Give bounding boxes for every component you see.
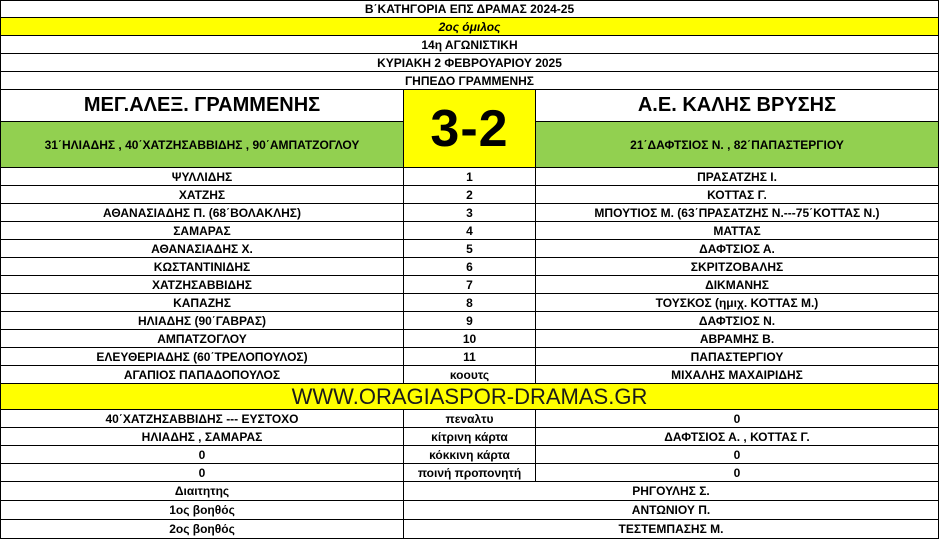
away-player: ΣΚΡΙΤΖΟΒΑΛΗΣ bbox=[536, 258, 939, 276]
away-stat: 0 bbox=[536, 410, 939, 428]
shirt-number: 5 bbox=[404, 240, 536, 258]
away-stat: 0 bbox=[536, 464, 939, 482]
away-player: ΠΑΠΑΣΤΕΡΓΙΟΥ bbox=[536, 348, 939, 366]
stadium-row bbox=[0, 72, 939, 90]
home-player: ΚΑΠΑΖΗΣ bbox=[0, 294, 404, 312]
lineup-row bbox=[0, 168, 939, 186]
official-row bbox=[0, 482, 939, 501]
shirt-number: 1 bbox=[404, 168, 536, 186]
shirt-number: 9 bbox=[404, 312, 536, 330]
shirt-number: 7 bbox=[404, 276, 536, 294]
away-player: ΜΠΟΥΤΙΟΣ Μ. (63΄ΠΡΑΣΑΤΖΗΣ Ν.---75΄ΚΟΤΤΑΣ Ν.) bbox=[536, 204, 939, 222]
score-block bbox=[0, 90, 939, 168]
away-player: ΑΒΡΑΜΗΣ Β. bbox=[536, 330, 939, 348]
stat-label: κόκκινη κάρτα bbox=[404, 446, 536, 464]
final-score: 3-2 bbox=[404, 90, 536, 168]
home-player: ΑΘΑΝΑΣΙΑΔΗΣ Χ. bbox=[0, 240, 404, 258]
official-name: ΑΝΤΩΝΙΟΥ Π. bbox=[404, 501, 939, 520]
away-stat: ΔΑΦΤΣΙΟΣ Α. , ΚΟΤΤΑΣ Γ. bbox=[536, 428, 939, 446]
away-player: ΜΑΤΤΑΣ bbox=[536, 222, 939, 240]
stats-row bbox=[0, 410, 939, 428]
stadium-label: ΓΗΠΕΔΟ ΓΡΑΜΜΕΝΗΣ bbox=[0, 72, 939, 90]
home-player: ΧΑΤΖΗΣΑΒΒΙΔΗΣ bbox=[0, 276, 404, 294]
official-role: Διαιτητης bbox=[0, 482, 404, 501]
away-player: ΜΙΧΑΛΗΣ ΜΑΧΑΙΡΙΔΗΣ bbox=[536, 366, 939, 384]
lineup-row bbox=[0, 258, 939, 276]
lineup-row bbox=[0, 222, 939, 240]
lineup-row bbox=[0, 312, 939, 330]
home-player: ΨΥΛΛΙΔΗΣ bbox=[0, 168, 404, 186]
shirt-number: 11 bbox=[404, 348, 536, 366]
home-scorers: 31΄ΗΛΙΑΔΗΣ , 40΄ΧΑΤΖΗΣΑΒΒΙΔΗΣ , 90΄ΑΜΠΑΤΖΟΓΛΟΥ bbox=[1, 122, 404, 168]
home-stat: 0 bbox=[0, 446, 404, 464]
official-role: 2ος βοηθός bbox=[0, 520, 404, 539]
away-player: ΚΟΤΤΑΣ Γ. bbox=[536, 186, 939, 204]
away-stat: 0 bbox=[536, 446, 939, 464]
website-link[interactable]: WWW.ORAGIASPOR-DRAMAS.GR bbox=[0, 384, 939, 410]
home-player: ΑΓΑΠΙΟΣ ΠΑΠΑΔΟΠΟΥΛΟΣ bbox=[0, 366, 404, 384]
home-stat: 40΄ΧΑΤΖΗΣΑΒΒΙΔΗΣ --- ΕΥΣΤΟΧΟ bbox=[0, 410, 404, 428]
home-player: ΧΑΤΖΗΣ bbox=[0, 186, 404, 204]
date-row bbox=[0, 54, 939, 72]
stats-row bbox=[0, 446, 939, 464]
title-row bbox=[0, 0, 939, 18]
lineup-row bbox=[0, 240, 939, 258]
lineup-row bbox=[0, 276, 939, 294]
lineup-row bbox=[0, 204, 939, 222]
match-date: ΚΥΡΙΑΚΗ 2 ΦΕΒΡΟΥΑΡΙΟΥ 2025 bbox=[0, 54, 939, 72]
shirt-number: κοουτς bbox=[404, 366, 536, 384]
matchday-row bbox=[0, 36, 939, 54]
home-player: ΚΩΣΤΑΝΤΙΝΙΔΗΣ bbox=[0, 258, 404, 276]
official-role: 1ος βοηθός bbox=[0, 501, 404, 520]
group-label: 2ος όμιλος bbox=[0, 18, 939, 36]
away-team-name: Α.Ε. ΚΑΛΗΣ ΒΡΥΣΗΣ bbox=[536, 90, 939, 122]
home-stat: 0 bbox=[0, 464, 404, 482]
home-player: ΣΑΜΑΡΑΣ bbox=[0, 222, 404, 240]
website-row bbox=[0, 384, 939, 410]
group-row bbox=[0, 18, 939, 36]
away-team-block bbox=[536, 90, 939, 168]
shirt-number: 6 bbox=[404, 258, 536, 276]
shirt-number: 10 bbox=[404, 330, 536, 348]
stats-row bbox=[0, 428, 939, 446]
lineup-row bbox=[0, 330, 939, 348]
official-row bbox=[0, 501, 939, 520]
home-player: ΑΘΑΝΑΣΙΑΔΗΣ Π. (68΄ΒΟΛΑΚΛΗΣ) bbox=[0, 204, 404, 222]
home-player: ΑΜΠΑΤΖΟΓΛΟΥ bbox=[0, 330, 404, 348]
official-name: ΤΕΣΤΕΜΠΑΣΗΣ Μ. bbox=[404, 520, 939, 539]
official-row bbox=[0, 520, 939, 539]
shirt-number: 4 bbox=[404, 222, 536, 240]
lineup-row bbox=[0, 294, 939, 312]
home-team-name: ΜΕΓ.ΑΛΕΞ. ΓΡΑΜΜΕΝΗΣ bbox=[1, 90, 404, 122]
stats-row bbox=[0, 464, 939, 482]
shirt-number: 3 bbox=[404, 204, 536, 222]
official-name: ΡΗΓΟΥΛΗΣ Σ. bbox=[404, 482, 939, 501]
away-scorers: 21΄ΔΑΦΤΣΙΟΣ Ν. , 82΄ΠΑΠΑΣΤΕΡΓΙΟΥ bbox=[536, 122, 939, 168]
away-player: ΔΙΚΜΑΝΗΣ bbox=[536, 276, 939, 294]
away-player: ΔΑΦΤΣΙΟΣ Α. bbox=[536, 240, 939, 258]
lineup-row bbox=[0, 348, 939, 366]
away-player: ΤΟΥΣΚΟΣ (ημιχ. ΚΟΤΤΑΣ Μ.) bbox=[536, 294, 939, 312]
home-player: ΕΛΕΥΘΕΡΙΑΔΗΣ (60΄ΤΡΕΛΟΠΟΥΛΟΣ) bbox=[0, 348, 404, 366]
away-player: ΔΑΦΤΣΙΟΣ Ν. bbox=[536, 312, 939, 330]
away-player: ΠΡΑΣΑΤΖΗΣ Ι. bbox=[536, 168, 939, 186]
lineup-row bbox=[0, 186, 939, 204]
lineup-row bbox=[0, 366, 939, 384]
stat-label: ποινή προπονητή bbox=[404, 464, 536, 482]
stat-label: πεναλτυ bbox=[404, 410, 536, 428]
matchday-label: 14η ΑΓΩΝΙΣΤΙΚΗ bbox=[0, 36, 939, 54]
competition-title: Β΄ΚΑΤΗΓΟΡΙΑ ΕΠΣ ΔΡΑΜΑΣ 2024-25 bbox=[0, 0, 939, 18]
home-team-block bbox=[0, 90, 404, 168]
stat-label: κίτρινη κάρτα bbox=[404, 428, 536, 446]
home-stat: ΗΛΙΑΔΗΣ , ΣΑΜΑΡΑΣ bbox=[0, 428, 404, 446]
home-player: ΗΛΙΑΔΗΣ (90΄ΓΑΒΡΑΣ) bbox=[0, 312, 404, 330]
shirt-number: 2 bbox=[404, 186, 536, 204]
shirt-number: 8 bbox=[404, 294, 536, 312]
